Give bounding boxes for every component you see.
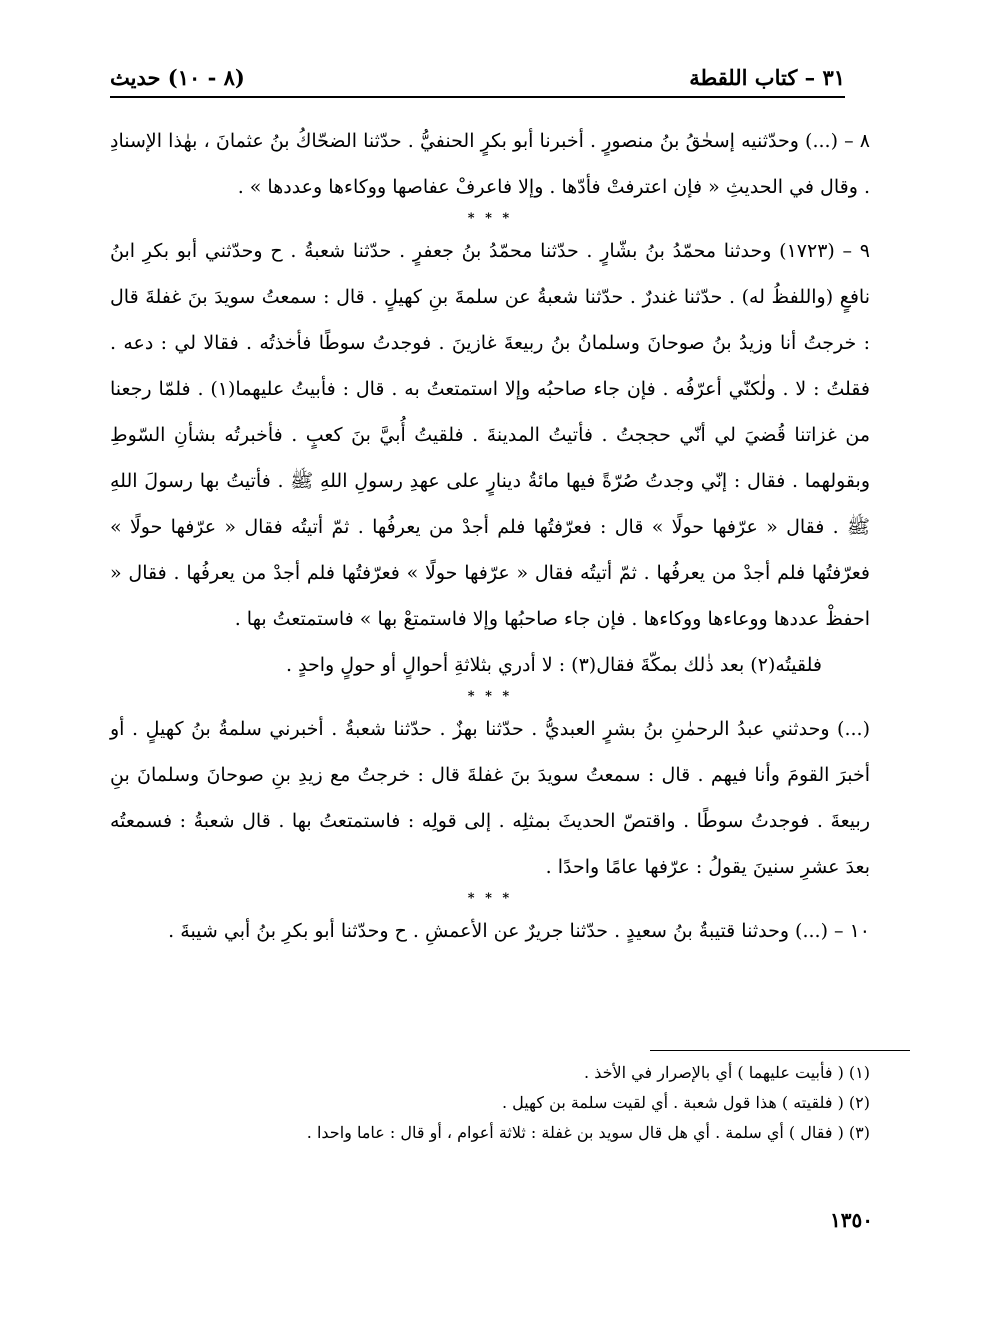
footnote: (١) ( فأبيت عليهما ) أي بالإصرار في الأخذ .: [584, 1063, 870, 1082]
footnotes: [130, 1058, 870, 1148]
hadith-paragraph: (...) وحدثني عبدُ الرحمٰنِ بنُ بشرٍ العبديُّ . حدّثنا بهزٌ . حدّثنا شعبةُ . أخبرني سلمةُ بنُ كهيلٍ . أو أخبرَ القومَ وأنا فيهم . قال : سمعتُ سويدَ بنَ غفلةَ قال : خرجتُ مع زيدِ بنِ صوحانَ وسلمانَ بنِ ربيعةَ . فوجدتُ سوطًا . واقتصّ الحديثَ بمثلِه . إلى قولِه : فاستمتعتُ بها . قال شعبةُ : فسمعتُه بعدَ عشرِ سنينَ يقولُ : عرّفها عامًا واحدًا .: [110, 718, 870, 878]
running-header: [110, 58, 845, 96]
hadith-paragraph: ٩ – (١٧٢٣) وحدثنا محمّدُ بنُ بشّارٍ . حدّثنا محمّدُ بنُ جعفرٍ . حدّثنا شعبةُ . ح وحدّثني أبو بكرِ ابنُ نافعٍ (واللفظُ له) . حدّثنا غندرٌ . حدّثنا شعبةُ عن سلمةَ بنِ كهيلٍ . قال : سمعتُ سويدَ بنَ غفلةَ قال : خرجتُ أنا وزيدُ بنُ صوحانَ وسلمانُ بنُ ربيعةَ غازينَ . فوجدتُ سوطًا فأخذتُه . فقالا لي : دعه . فقلتُ : لا . ولٰكنّي أعرّفُه . فإن جاء صاحبُه وإلا استمتعتُ به . قال : فأبيتُ عليهما(١) . فلمّا رجعنا من غزاتنا قُضيَ لي أنّي حججتُ . فأتيتُ المدينةَ . فلقيتُ أُبيَّ بنَ كعبٍ . فأخبرتُه بشأنِ السّوطِ وبقولهما . فقال : إنّي وجدتُ صُرّةً فيها مائةُ دينارٍ على عهدِ رسولِ اللهِ ﷺ . فأتيتُ بها رسولَ اللهِ ﷺ . فقال « عرّفها حولًا » قال : فعرّفتُها فلم أجدْ من يعرفُها . ثمّ أتيتُه فقال « عرّفها حولًا » فعرّفتُها فلم أجدْ من يعرفُها . ثمّ أتيتُه فقال « عرّفها حولًا » فعرّفتُها فلم أجدْ من يعرفُها . فقال « احفظْ عددها ووعاءها ووكاءها . فإن جاء صاحبُها وإلا فاستمتعْ بها » فاستمتعتُ بها .: [110, 240, 870, 630]
hadith-paragraph: فلقيتُه(٢) بعد ذٰلك بمكّةَ فقال(٣) : لا أدري بثلاثةِ أحوالٍ أو حولٍ واحدٍ .: [285, 654, 822, 676]
section-title: ٣١ – كتاب اللقطة: [689, 64, 845, 90]
section-separator: * * *: [467, 211, 513, 226]
hadith-paragraph: ١٠ – (...) وحدثنا قتيبةُ بنُ سعيدٍ . حدّثنا جريرٌ عن الأعمشِ . ح وحدّثنا أبو بكرِ بنُ أبي شيبةَ .: [168, 920, 870, 942]
hadith-paragraph: ٨ – (...) وحدّثنيه إسحٰقُ بنُ منصورٍ . أخبرنا أبو بكرٍ الحنفيُّ . حدّثنا الضحّاكُ بنُ عثمانَ ، بهٰذا الإسنادِ . وقال في الحديثِ « فإن اعترفتْ فأدّها . وإلا فاعرفْ عفاصها ووكاءها وعددها » .: [110, 130, 870, 198]
main-text: [110, 118, 870, 954]
page-number: ١٣٥٠: [830, 1208, 873, 1232]
footnote-rule: [650, 1050, 910, 1051]
header-rule: [110, 96, 845, 98]
footnote: (٣) ( فقال ) أي سلمة . أي هل قال سويد بن غفلة : ثلاثة أعوام ، أو قال : عاما واحدا .: [306, 1123, 870, 1142]
hadith-range: (٨ - ١٠) حديث: [110, 64, 245, 90]
section-separator: * * *: [467, 891, 513, 906]
section-separator: * * *: [467, 689, 513, 704]
footnote: (٢) ( فلقيته ) هذا قول شعبة . أي لقيت سلمة بن كهيل .: [501, 1093, 870, 1112]
